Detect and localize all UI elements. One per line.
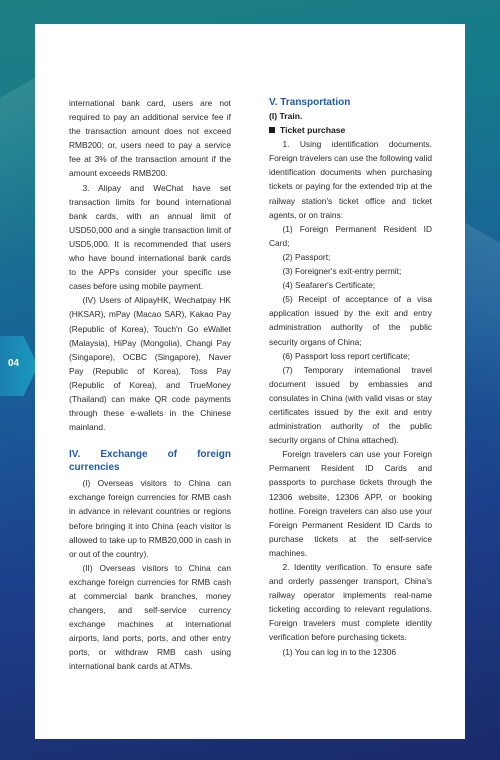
subsection-label: Ticket purchase <box>280 125 346 136</box>
paragraph: 2. Identity verification. To ensure safe and orderly passenger transport, China's railway operator implements real-name ticketing according to relevant regulations. Foreign travelers must complete identity verification before purchasing tickets. <box>269 562 432 643</box>
list-item: (4) Seafarer's Certificate; <box>282 280 376 291</box>
subsection-heading-bulleted <box>269 123 432 137</box>
paragraph: 1. Using identification documents. Foreign travelers can use the following valid identification documents when purchasing tickets or paying for the extended trip at the railway station's ticket office and ticket agents, or on trains: <box>269 139 432 220</box>
paragraph: (I) Overseas visitors to China can exchange foreign currencies for RMB cash in advance in relevant countries or regions before bringing it into China (each visitor is allowed to take up to RMB20,000 in cash in or out of the country). <box>69 478 231 559</box>
list-item: (7) Temporary international travel document issued by embassies and consulates in China (with valid visas or stay certificates issued by the exit and entry administration authority of the public security organs of China attached). <box>269 364 432 446</box>
paragraph: (IV) Users of AlipayHK, Wechatpay HK (HKSAR), mPay (Macao SAR), Kakao Pay (Republic of Korea), Touch'n Go eWallet (Malaysia), HiPay (Mongolia), Changi Pay (Singapore), OCBC (Singapore), Naver Pay (Republic of Korea), Toss Pay (Republic of Korea), and TrueMoney (Thailand) can make QR code payments through these e-wallets in the Chinese mainland. <box>69 295 231 433</box>
paragraph: (1) You can log in to the 12306 <box>282 646 397 657</box>
paragraph: 3. Alipay and WeChat have set transaction limits for bound international bank cards, with an annual limit of USD50,000 and a single transaction limit of USD5,000. It is recommended that users who have bound international bank cards to the APPs consider your specific use cases before using mobile payment. <box>69 182 231 292</box>
list-item: (5) Receipt of acceptance of a visa application issued by the exit and entry administration authority of the public security organs of China; <box>269 294 432 347</box>
subsection-heading: (I) Train. <box>269 111 303 121</box>
list-item: (3) Foreigner's exit-entry permit; <box>282 266 402 277</box>
paragraph: international bank card, users are not required to pay an additional service fee if the transaction amount does not exceed RMB200; or, users need to pay a service fee at 3% of the transaction amount if the amount exceeds RMB200. <box>69 98 231 179</box>
left-column <box>69 96 231 674</box>
right-column <box>269 96 432 659</box>
paragraph: (II) Overseas visitors to China can exchange foreign currencies for RMB cash at commercial bank branches, money changers, and self-service currency exchange machines at international airports, land ports, ports, and other entry ports, or withdraw RMB cash using international bank cards at ATMs. <box>69 562 231 672</box>
section-heading: V. Transportation <box>269 97 351 108</box>
list-item: (6) Passport loss report certificate; <box>282 350 410 361</box>
square-bullet-icon <box>269 127 275 133</box>
paragraph: Foreign travelers can use your Foreign Permanent Resident ID Cards and passports to purchase tickets through the 12306 website, 12306 APP, or booking hotline. Foreign travelers can also use your Foreign Permanent Resident ID Cards to purchase tickets at the self-service machines. <box>269 449 432 558</box>
list-item: (1) Foreign Permanent Resident ID Card; <box>269 223 432 248</box>
section-heading: IV. Exchange of foreign currencies <box>69 449 231 474</box>
page-number: 04 <box>8 358 20 369</box>
list-item: (2) Passport; <box>282 251 331 262</box>
